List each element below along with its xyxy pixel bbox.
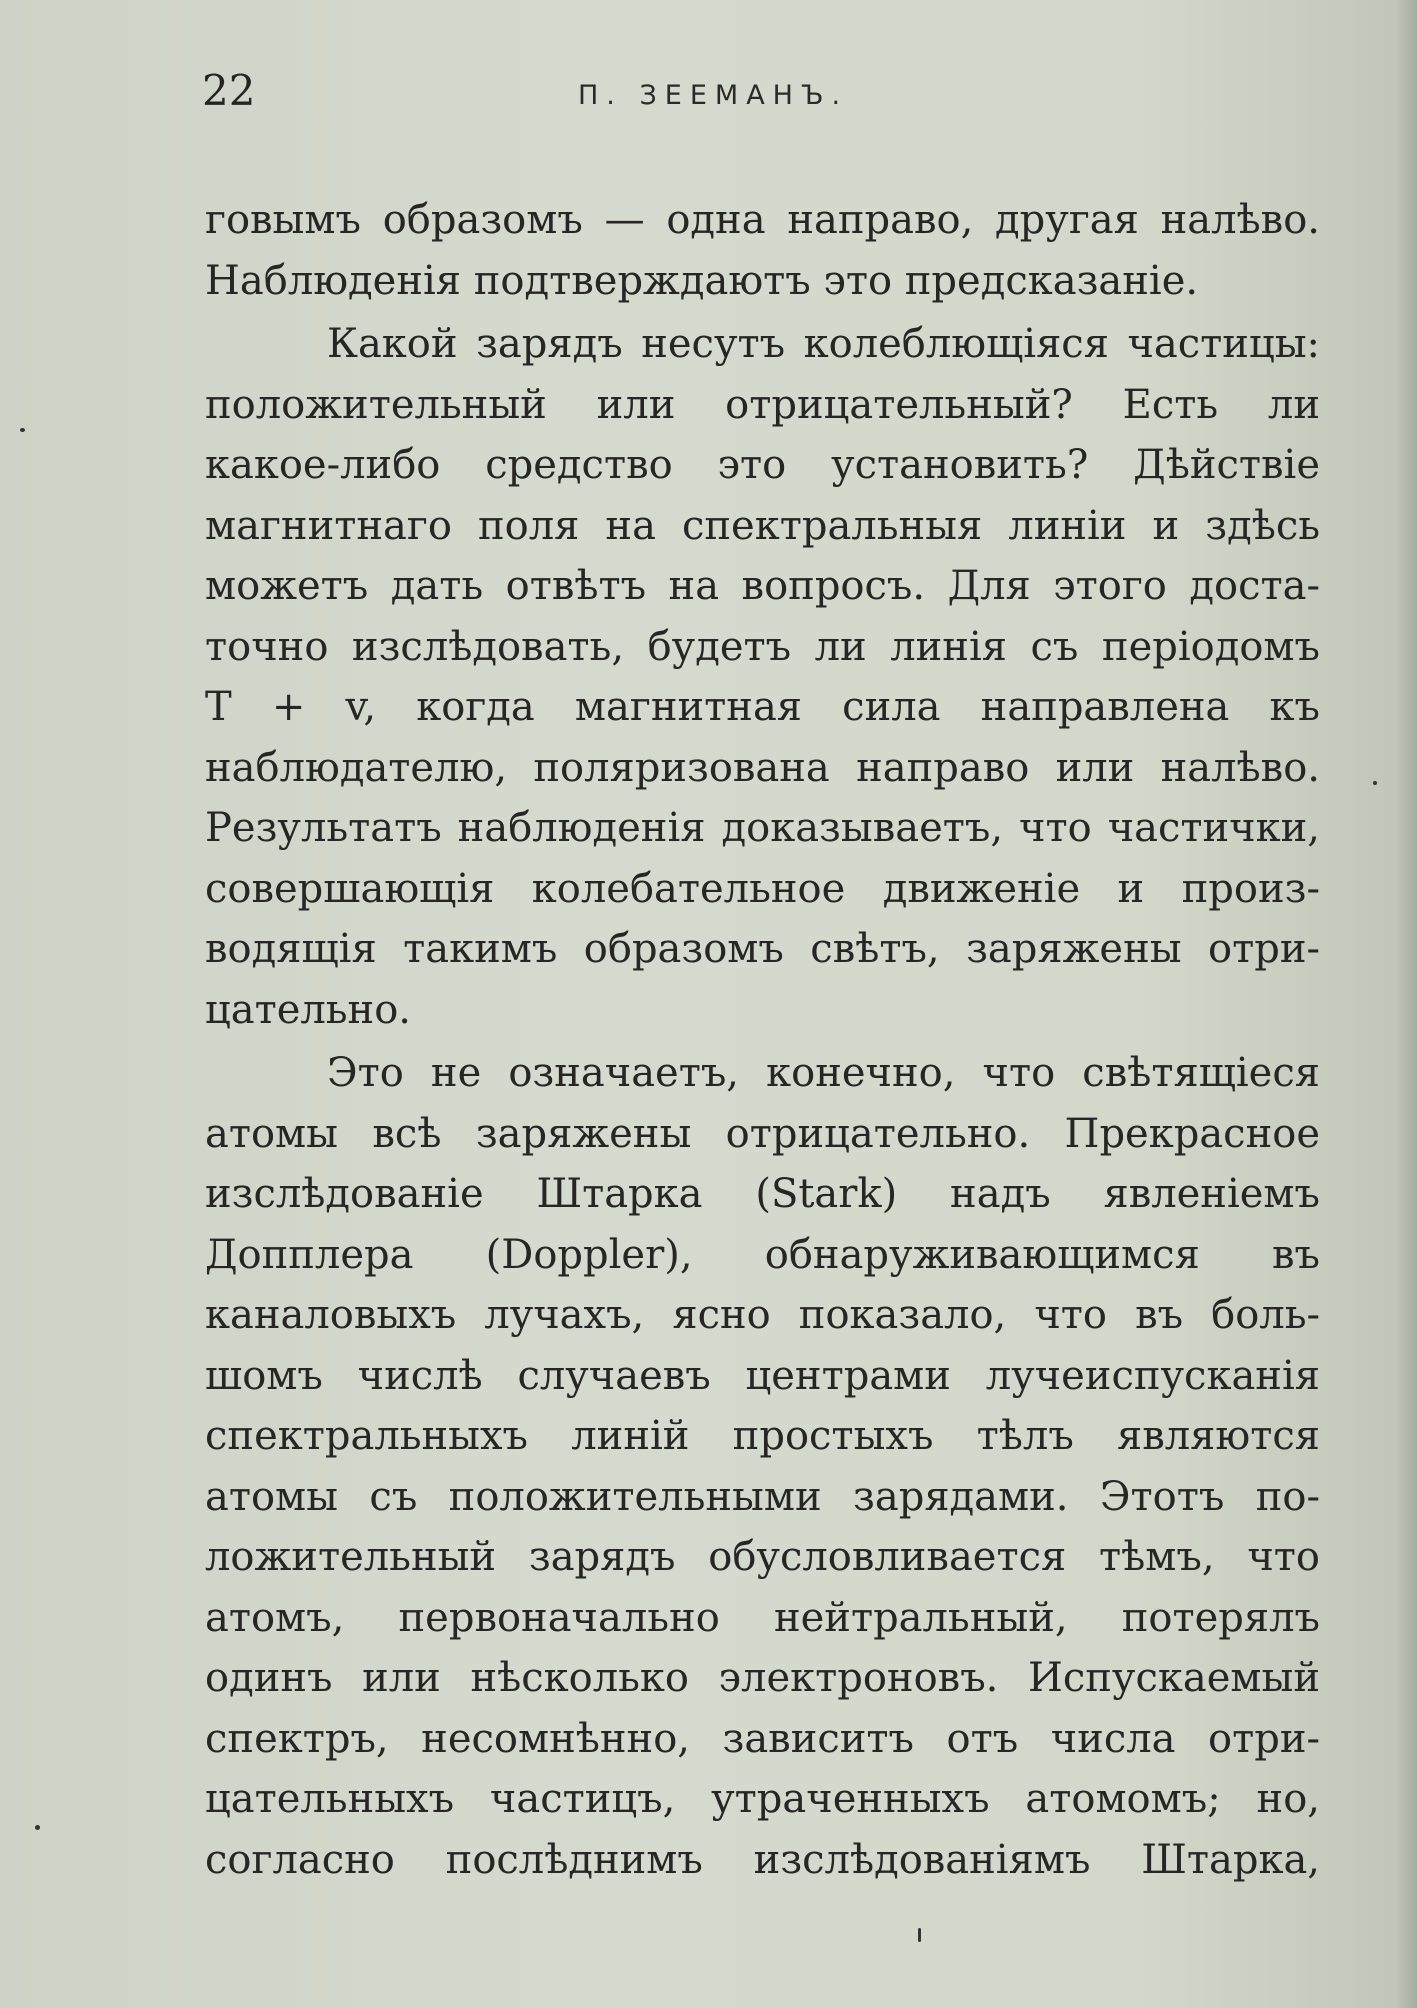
print-speck [918, 1928, 921, 1942]
text-line: Допплера (Doppler), обнаруживающимся въ [205, 1231, 1320, 1278]
text-line: Это не означаетъ, конечно, что свѣтящіеся [327, 1050, 1320, 1096]
text-line: атомы съ положительными зарядами. Этотъ по- [205, 1473, 1320, 1520]
print-speck [35, 1825, 40, 1830]
text-line: совершающія колебательное движеніе и произ- [205, 865, 1320, 912]
text-line: согласно послѣднимъ изслѣдованіямъ Штарка, [205, 1836, 1320, 1883]
text-line: шомъ числѣ случаевъ центрами лучеиспусканія [205, 1352, 1320, 1399]
text-line: Какой зарядъ несутъ колеблющіяся частицы: [327, 321, 1320, 367]
running-head: П. ЗЕЕМАНЪ. [578, 80, 849, 111]
text-line: T + v, когда магнитная сила направлена къ [205, 684, 1320, 730]
text-line: Результатъ наблюденія доказываетъ, что частички, [205, 805, 1320, 851]
text-line: атомы всѣ заряжены отрицательно. Прекрасное [205, 1110, 1320, 1157]
text-line: магнитнаго поля на спектральныя линіи и здѣсь [205, 502, 1320, 549]
text-line: каналовыхъ лучахъ, ясно показало, что въ боль- [205, 1292, 1320, 1338]
text-line: водящія такимъ образомъ свѣтъ, заряжены отри- [205, 926, 1320, 972]
paragraph [205, 314, 1320, 1040]
text-line: спектральныхъ линій простыхъ тѣлъ являются [205, 1413, 1320, 1459]
text-line: говымъ образомъ — одна направо, другая налѣво. [205, 197, 1320, 243]
text-line: положительный или отрицательный? Есть ли [205, 381, 1320, 428]
print-speck [1373, 781, 1377, 785]
text-line: изслѣдованіе Штарка (Stark) надъ явленіемъ [205, 1171, 1320, 1217]
paragraph [205, 190, 1320, 311]
body-text [205, 190, 1320, 1890]
page-number: 22 [202, 66, 256, 115]
text-line: спектръ, несомнѣнно, зависитъ отъ числа отри- [205, 1715, 1320, 1762]
text-line: Наблюденія подтверждаютъ это предсказаніе. [205, 257, 1199, 304]
print-speck [20, 428, 25, 432]
text-line: наблюдателю, поляризована направо или налѣво. [205, 744, 1320, 791]
text-line: атомъ, первоначально нейтральный, потерялъ [205, 1594, 1320, 1641]
text-line: цательныхъ частицъ, утраченныхъ атомомъ; но, [205, 1776, 1320, 1822]
paragraph [205, 1043, 1320, 1890]
text-line: ложительный зарядъ обусловливается тѣмъ, что [205, 1534, 1320, 1580]
text-line: можетъ дать отвѣтъ на вопросъ. Для этого доста- [205, 563, 1320, 609]
text-line: точно изслѣдовать, будетъ ли линія съ періодомъ [205, 623, 1320, 670]
text-line: цательно. [205, 986, 412, 1033]
text-line: какое-либо средство это установить? Дѣйствіе [205, 442, 1320, 488]
text-line: одинъ или нѣсколько электроновъ. Испускаемый [205, 1655, 1320, 1701]
page-edge-shadow [1395, 0, 1417, 2008]
